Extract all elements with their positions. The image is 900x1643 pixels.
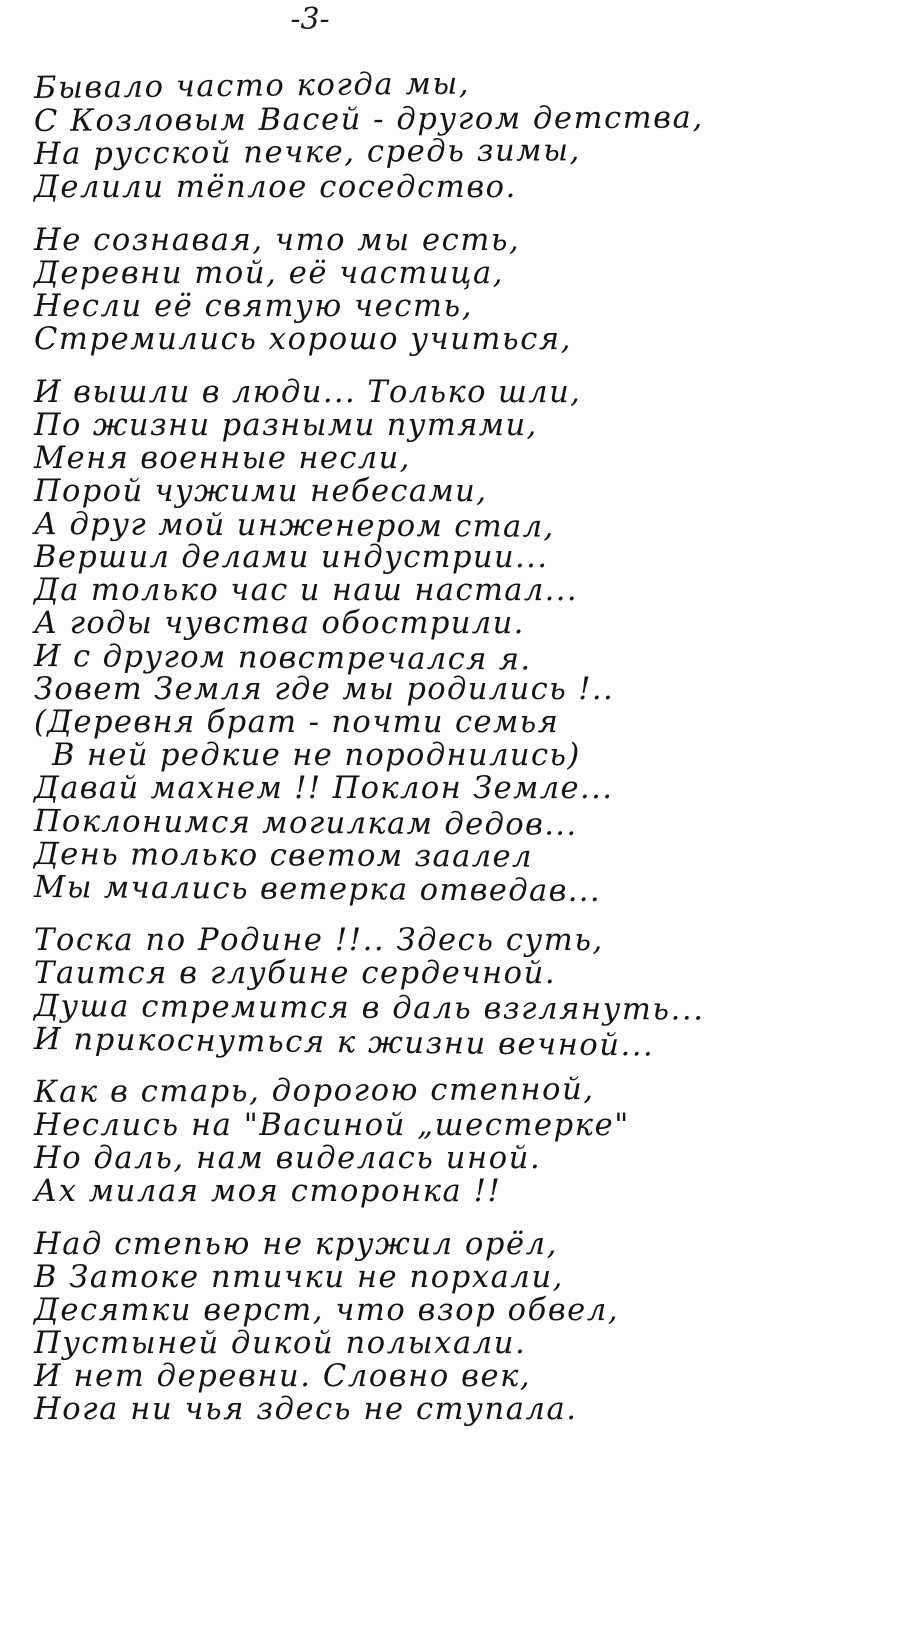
poem-line: Зовет Земля где мы родились !.. [34,672,615,707]
poem-line: По жизни разными путями, [34,408,538,443]
poem-line: Таится в глубине сердечной. [34,956,557,991]
poem-line: В ней редкие не породнились) [52,738,581,773]
poem [33,66,884,1446]
poem-line: На русской печке, средь зимы, [33,133,581,172]
poem-line: Тоска по Родине !!.. Здесь суть, [34,923,604,958]
stanza-2 [34,224,884,356]
poem-line: Душа стремится в даль взглянуть... [33,989,705,1028]
poem-line: И вышли в люди... Только шли, [34,375,582,410]
poem-line: Десятки верст, что взор обвел, [34,1293,620,1328]
poem-line: Ах милая моя сторонка !! [34,1174,502,1209]
poem-line: Мы мчались ветерка отведав... [33,870,602,909]
poem-line: Деревни той, её частица, [34,256,505,291]
poem-line: Как в старь, дорогою степной, [33,1072,595,1110]
poem-line: Порой чужими небесами, [34,474,488,509]
poem-line: Бывало часто когда мы, [33,66,471,106]
poem-line: Давай махнем !! Поклон Земле... [34,771,614,806]
stanza-3 [33,375,884,909]
poem-line: А друг мой инженером стал, [33,507,555,545]
poem-line: В Затоке птички не порхали, [34,1260,564,1295]
poem-line: Не сознавая, что мы есть, [34,223,521,258]
poem-line: Несли её святую честь, [34,289,473,324]
poem-line: С Козловым Васей - другом детства, [33,100,704,139]
poem-line: Стремились хорошо учиться, [34,322,573,357]
stanza-5 [33,1072,884,1209]
poem-line: А годы чувства обострили. [34,606,525,641]
poem-line: Неслись на "Васиной „шестерке" [34,1108,630,1143]
poem-line: Но даль, нам виделась иной. [34,1141,542,1176]
stanza-6 [34,1228,884,1426]
poem-line: День только светом заалел [33,837,533,875]
poem-line: И с другом повстречался я. [33,639,532,678]
stanza-4 [33,923,884,1064]
poem-line: И нет деревни. Словно век, [34,1359,532,1394]
stanza-1 [33,66,884,205]
poem-line: Поклонимся могилкам дедов... [33,804,578,843]
poem-line: Вершил делами индустрии... [34,540,549,575]
poem-line: Нога ни чья здесь не ступала. [34,1392,578,1427]
page-number: -3- [290,2,330,37]
poem-line: Пустыней дикой полыхали. [34,1326,527,1361]
poem-line: Да только час и наш настал... [34,573,578,608]
poem-line: (Деревня брат - почти семья [34,705,560,740]
poem-line: Меня военные несли, [34,441,411,476]
poem-line: Делили тёплое соседство. [34,170,517,205]
poem-line: И прикоснуться к жизни вечной... [33,1022,655,1064]
poem-line: Над степью не кружил орёл, [34,1227,559,1262]
